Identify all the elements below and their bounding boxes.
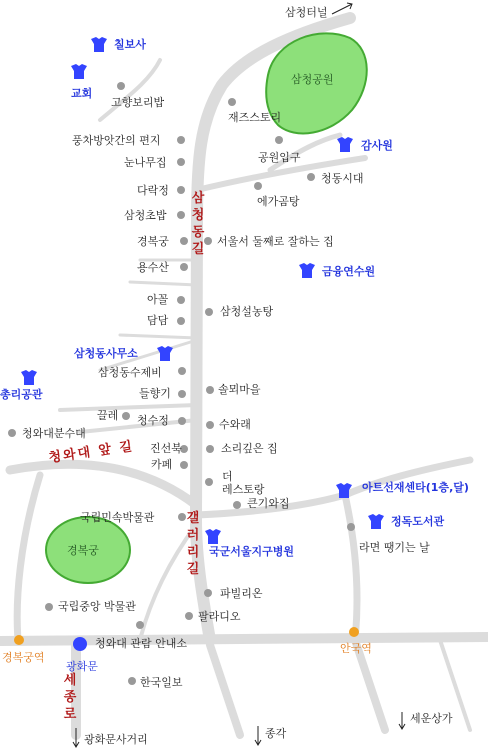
- akkol-label: 아꼴: [147, 293, 169, 306]
- yongsusan-label: 용수산: [137, 261, 169, 274]
- info-center-icon: [73, 637, 87, 651]
- palace-west-road: [17, 475, 40, 640]
- church-building-icon: [71, 64, 87, 79]
- ramyeon-dot-icon: [347, 523, 355, 531]
- egagotbang-label: 에가곰탕: [257, 195, 300, 208]
- hospital-building-icon: [205, 529, 221, 544]
- seolnongtang-dot-icon: [205, 308, 213, 316]
- cafe-dot-icon: [180, 461, 188, 469]
- cheongsujeong-label: 청수정: [137, 414, 169, 427]
- church-label: 교회: [71, 87, 93, 100]
- egagotbang-dot-icon: [254, 182, 262, 190]
- palladio-label: 팔라디오: [198, 610, 241, 623]
- jazz-story-dot-icon: [228, 98, 236, 106]
- samcheong-sujebi-label: 삼청동수제비: [98, 366, 162, 379]
- damdam-label: 담담: [147, 314, 169, 327]
- cheongwadae-ap-gil-label: 청와대 앞 길: [47, 439, 135, 466]
- chilbosa-building-icon: [91, 37, 107, 52]
- nunamujip-label: 눈나무집: [124, 156, 167, 169]
- prime-ministers-building-icon: [21, 370, 37, 385]
- gyeongbokgung-palace-label: 경복궁: [67, 544, 99, 557]
- national-museum-dot-icon: [45, 603, 53, 611]
- darakjeong-label: 다락정: [137, 184, 169, 197]
- armed-forces-hospital-label: 국군서울지구병원: [209, 545, 295, 558]
- seun-sangga-label: 세운상가: [410, 712, 453, 725]
- pungcha-label: 풍차방앗간의 편지: [72, 134, 161, 147]
- geumyung-yeonsuwon-label: 금융연수원: [322, 265, 376, 278]
- nunamujip-dot-icon: [177, 158, 185, 166]
- deulhyanggi-label: 들향기: [139, 387, 171, 400]
- chilbosa-label: 칠보사: [114, 38, 146, 51]
- park-entrance-dot-icon: [275, 136, 283, 144]
- palladio-dot-icon: [185, 612, 193, 620]
- the-restaurant-dot-icon: [205, 478, 213, 486]
- samcheong-park-label: 삼청공원: [291, 73, 334, 86]
- gahoe-road: [345, 495, 357, 640]
- samcheong-chobap-dot-icon: [177, 211, 185, 219]
- hankook-ilbo-dot-icon: [128, 677, 136, 685]
- cheongsujeong-dot-icon: [178, 417, 186, 425]
- yongsusan-dot-icon: [180, 263, 188, 271]
- hankook-ilbo-label: 한국일보: [140, 676, 183, 689]
- sorigipeun-label: 소리깊은 집: [221, 442, 278, 455]
- folk-museum-label: 국립민속박물관: [80, 511, 155, 524]
- peulle-label: 끌레: [97, 409, 119, 422]
- national-museum-label: 국립중앙 박물관: [58, 600, 136, 613]
- gyeongbokgung-station-label: 경복궁역: [2, 651, 45, 664]
- ramyeon-label: 라면 땡기는 날: [359, 541, 430, 554]
- prime-ministers-residence-label: 총리공관: [0, 388, 43, 401]
- jinseonbuk-label: 진선북: [150, 442, 182, 455]
- gallery-dot-icon: [136, 621, 144, 629]
- gohyang-boribap-dot-icon: [117, 82, 125, 90]
- gyeongbokgung-shop-label: 경복궁: [137, 235, 169, 248]
- jonggak-label: 종각: [265, 727, 287, 740]
- samcheong-sujebi-dot-icon: [178, 367, 186, 375]
- gohyang-boribap-label: 고향보리밥: [111, 96, 165, 109]
- gwanghwamun-label: 광화문: [66, 660, 98, 673]
- cheongdong-sidae-dot-icon: [307, 173, 315, 181]
- keungiwajip-dot-icon: [233, 501, 241, 509]
- pungcha-dot-icon: [177, 136, 185, 144]
- jeongdok-building-icon: [368, 514, 384, 529]
- church-lane: [100, 60, 160, 120]
- keungiwajip-label: 큰기와집: [247, 497, 290, 510]
- damdam-dot-icon: [177, 317, 185, 325]
- darakjeong-dot-icon: [177, 186, 185, 194]
- lane-3: [120, 335, 197, 338]
- pavilion-label: 파빌리온: [220, 587, 263, 600]
- sejongno-label: 세종로: [63, 673, 77, 722]
- gwanghwamun-intersection-label: 광화문사거리: [84, 733, 148, 746]
- lane-4: [60, 405, 197, 410]
- samcheong-dong-sidae-label: 청동시대: [321, 172, 364, 185]
- deulhyanggi-dot-icon: [178, 390, 186, 398]
- lane-2: [130, 282, 197, 285]
- geumyung-building-icon: [299, 263, 315, 278]
- solmoe-maeul-label: 솔뫼마을: [218, 383, 261, 396]
- cheongwadae-annex-dot-icon: [8, 429, 16, 437]
- samcheongdong-gil-label: 삼청동길: [191, 191, 205, 257]
- anguk-station-label: 안국역: [340, 642, 372, 655]
- cafe-label: 카페: [151, 458, 173, 471]
- samcheong-seolnongtang-label: 삼청설농탕: [220, 305, 274, 318]
- gamsawon-label: 감사원: [361, 139, 393, 152]
- gallery-gil-label: 갤러리길: [186, 511, 200, 577]
- akkol-dot-icon: [177, 296, 185, 304]
- cheongwadae-info-label: 청와대 관람 안내소: [95, 637, 188, 650]
- suware-label: 수와래: [219, 418, 251, 431]
- gamsawon-building-icon: [337, 137, 353, 152]
- anguk-station-icon: [349, 627, 359, 637]
- jonggak-road: [210, 645, 240, 735]
- samcheong-office-building-icon: [157, 346, 173, 361]
- peulle-dot-icon: [122, 412, 130, 420]
- gyeongbokgung-shop-dot-icon: [180, 237, 188, 245]
- gyeongbokgung-station-icon: [14, 635, 24, 645]
- cheongwadae-annex-label: 청와대분수대: [22, 427, 86, 440]
- the-restaurant-label: 더 레스토랑: [222, 470, 265, 496]
- samcheong-tunnel-label: 삼청터널: [285, 6, 328, 19]
- art-sonje-label: 아트선재센타(1층,달): [362, 481, 469, 494]
- jazz-story-label: 재즈스토리: [228, 111, 282, 124]
- jeongdok-library-label: 정독도서관: [391, 515, 445, 528]
- seoul-sujebi-label: 서울서 둘째로 잘하는 집: [217, 235, 334, 248]
- park-entrance-label: 공원입구: [258, 151, 301, 164]
- samcheong-chobap-label: 삼청초밥: [124, 209, 167, 222]
- sorigipeun-dot-icon: [206, 445, 214, 453]
- samcheong-office-label: 삼청동사무소: [74, 347, 138, 360]
- pavilion-dot-icon: [204, 589, 212, 597]
- solmoe-dot-icon: [206, 386, 214, 394]
- suware-dot-icon: [206, 421, 214, 429]
